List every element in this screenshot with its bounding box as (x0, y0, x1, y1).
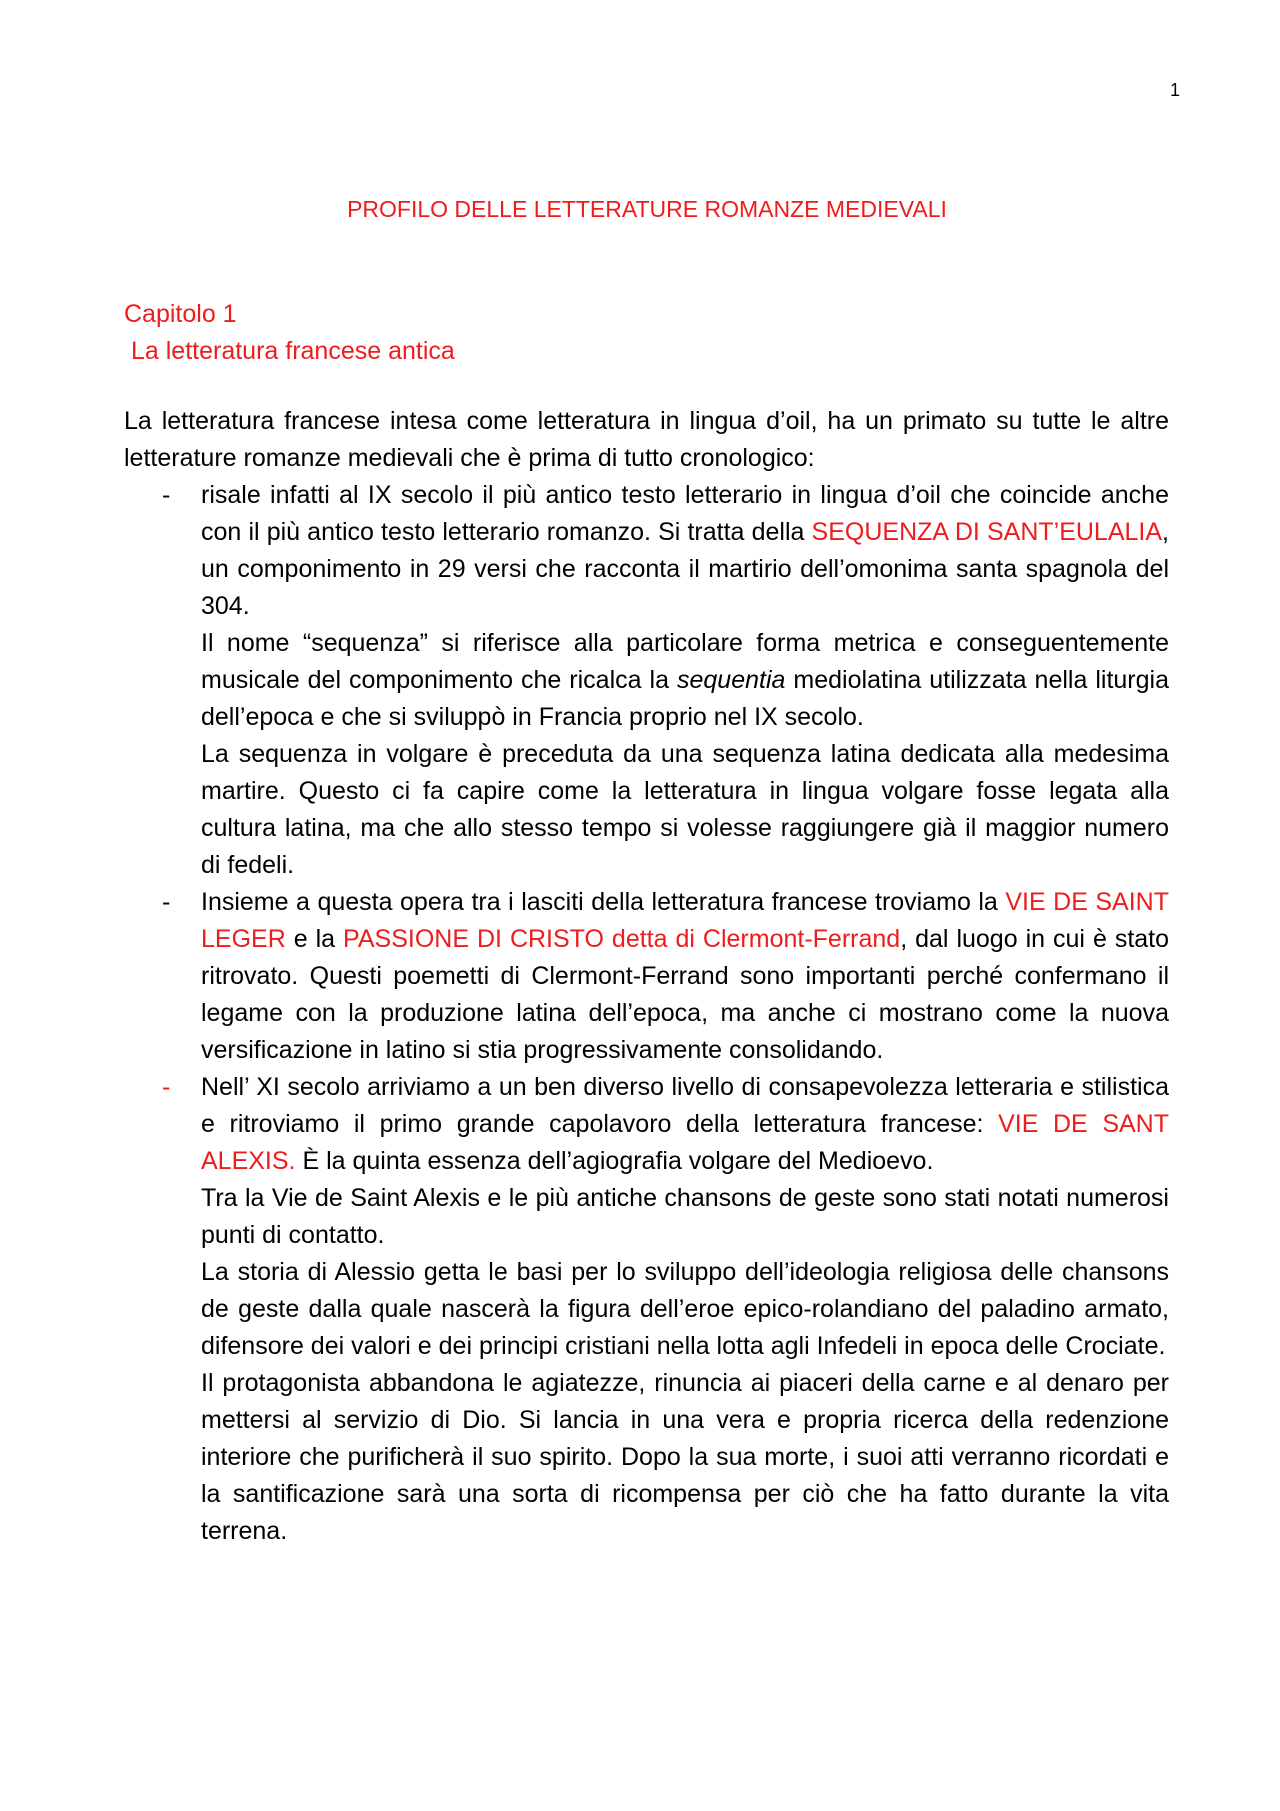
highlighted-title: VIE DE SAINT LEGER (201, 888, 1169, 953)
text-run: , un componimento in 29 versi che racconta il martirio dell’omonima santa spagnola del 304. (201, 518, 1169, 620)
list-item (124, 884, 1169, 1069)
list-item (124, 477, 1169, 884)
text-run: La storia di Alessio getta le basi per lo sviluppo dell’ideologia religiosa delle chansons de geste dalla quale nascerà la figura dell’eroe epico-rolandiano del paladino armato, difensore dei valori e dei principi cristiani nella lotta agli Infedeli in epoca delle Crociate. (201, 1258, 1169, 1360)
bullet-dash: - (162, 888, 171, 916)
chapter-heading (124, 296, 455, 370)
text-run: Il protagonista abbandona le agiatezze, rinuncia ai piaceri della carne e al denaro per mettersi al servizio di Dio. Si lancia in una vera e propria ricerca della redenzione interiore che purificherà il suo spirito. Dopo la sua morte, i suoi atti verranno ricordati e la santificazione sarà una sorta di ricompensa per ciò che ha fatto durante la vita terrena. (201, 1369, 1169, 1545)
paragraph (201, 884, 1169, 1069)
paragraph (201, 736, 1169, 884)
text-run: , dal luogo in cui è stato ritrovato. Questi poemetti di Clermont-Ferrand sono importanti perché confermano il legame con la produzione latina dell’epoca, ma anche ci mostrano come la nuova versificazione in latino si stia progressivamente consolidando. (201, 925, 1170, 1064)
body-content (124, 403, 1169, 1550)
italic-term: sequentia (676, 666, 786, 694)
chapter-subtitle: La letteratura francese antica (131, 337, 455, 365)
text-run: Tra la Vie de Saint Alexis e le più antiche chansons de geste sono stati notati numerosi punti di contatto. (201, 1184, 1169, 1249)
text-run: Il nome “sequenza” si riferisce alla particolare forma metrica e conseguentemente musicale del componimento che ricalca la (201, 629, 1169, 694)
paragraph (201, 477, 1169, 625)
highlighted-title: VIE DE SANT ALEXIS. (201, 1110, 1170, 1175)
paragraph (201, 1069, 1169, 1180)
text-run: Insieme a questa opera tra i lasciti della letteratura francese troviamo la (201, 888, 1006, 916)
paragraph (201, 1254, 1169, 1365)
bullet-dash: - (162, 1073, 171, 1101)
paragraph (201, 1180, 1169, 1254)
text-run: mediolatina utilizzata nella liturgia dell’epoca e che si sviluppò in Francia proprio nel IX secolo. (201, 666, 1169, 731)
chapter-label: Capitolo 1 (124, 300, 237, 328)
paragraph (201, 1365, 1169, 1550)
bullet-dash: - (162, 481, 171, 509)
paragraph (201, 625, 1169, 736)
text-run: La sequenza in volgare è preceduta da una sequenza latina dedicata alla medesima martire. Questo ci fa capire come la letteratura in lingua volgare fosse legata alla cultura latina, ma che allo stesso tempo si volesse raggiungere già il maggior numero di fedeli. (201, 740, 1169, 879)
page-number: 1 (1169, 80, 1180, 100)
text-run: risale infatti al IX secolo il più antico testo letterario in lingua d’oil che coincide anche con il più antico testo letterario romanzo. Si tratta della (201, 481, 1169, 546)
document-title: PROFILO DELLE LETTERATURE ROMANZE MEDIEVALI (347, 196, 947, 222)
intro-paragraph: La letteratura francese intesa come letteratura in lingua d’oil, ha un primato su tutte le altre letterature romanze medievali che è prima di tutto cronologico: (124, 407, 1169, 472)
text-run: È la quinta essenza dell’agiografia volgare del Medioevo. (295, 1147, 934, 1175)
text-run: Nell’ XI secolo arriviamo a un ben diverso livello di consapevolezza letteraria e stilistica e ritroviamo il primo grande capolavoro della letteratura francese: (201, 1073, 1169, 1138)
highlighted-title: SEQUENZA DI SANT’EULALIA (811, 518, 1163, 546)
list-item (124, 1069, 1169, 1550)
text-run: e la (285, 925, 344, 953)
highlighted-title: PASSIONE DI CRISTO detta di Clermont-Ferrand (343, 925, 901, 953)
bullet-list (124, 477, 1169, 1550)
